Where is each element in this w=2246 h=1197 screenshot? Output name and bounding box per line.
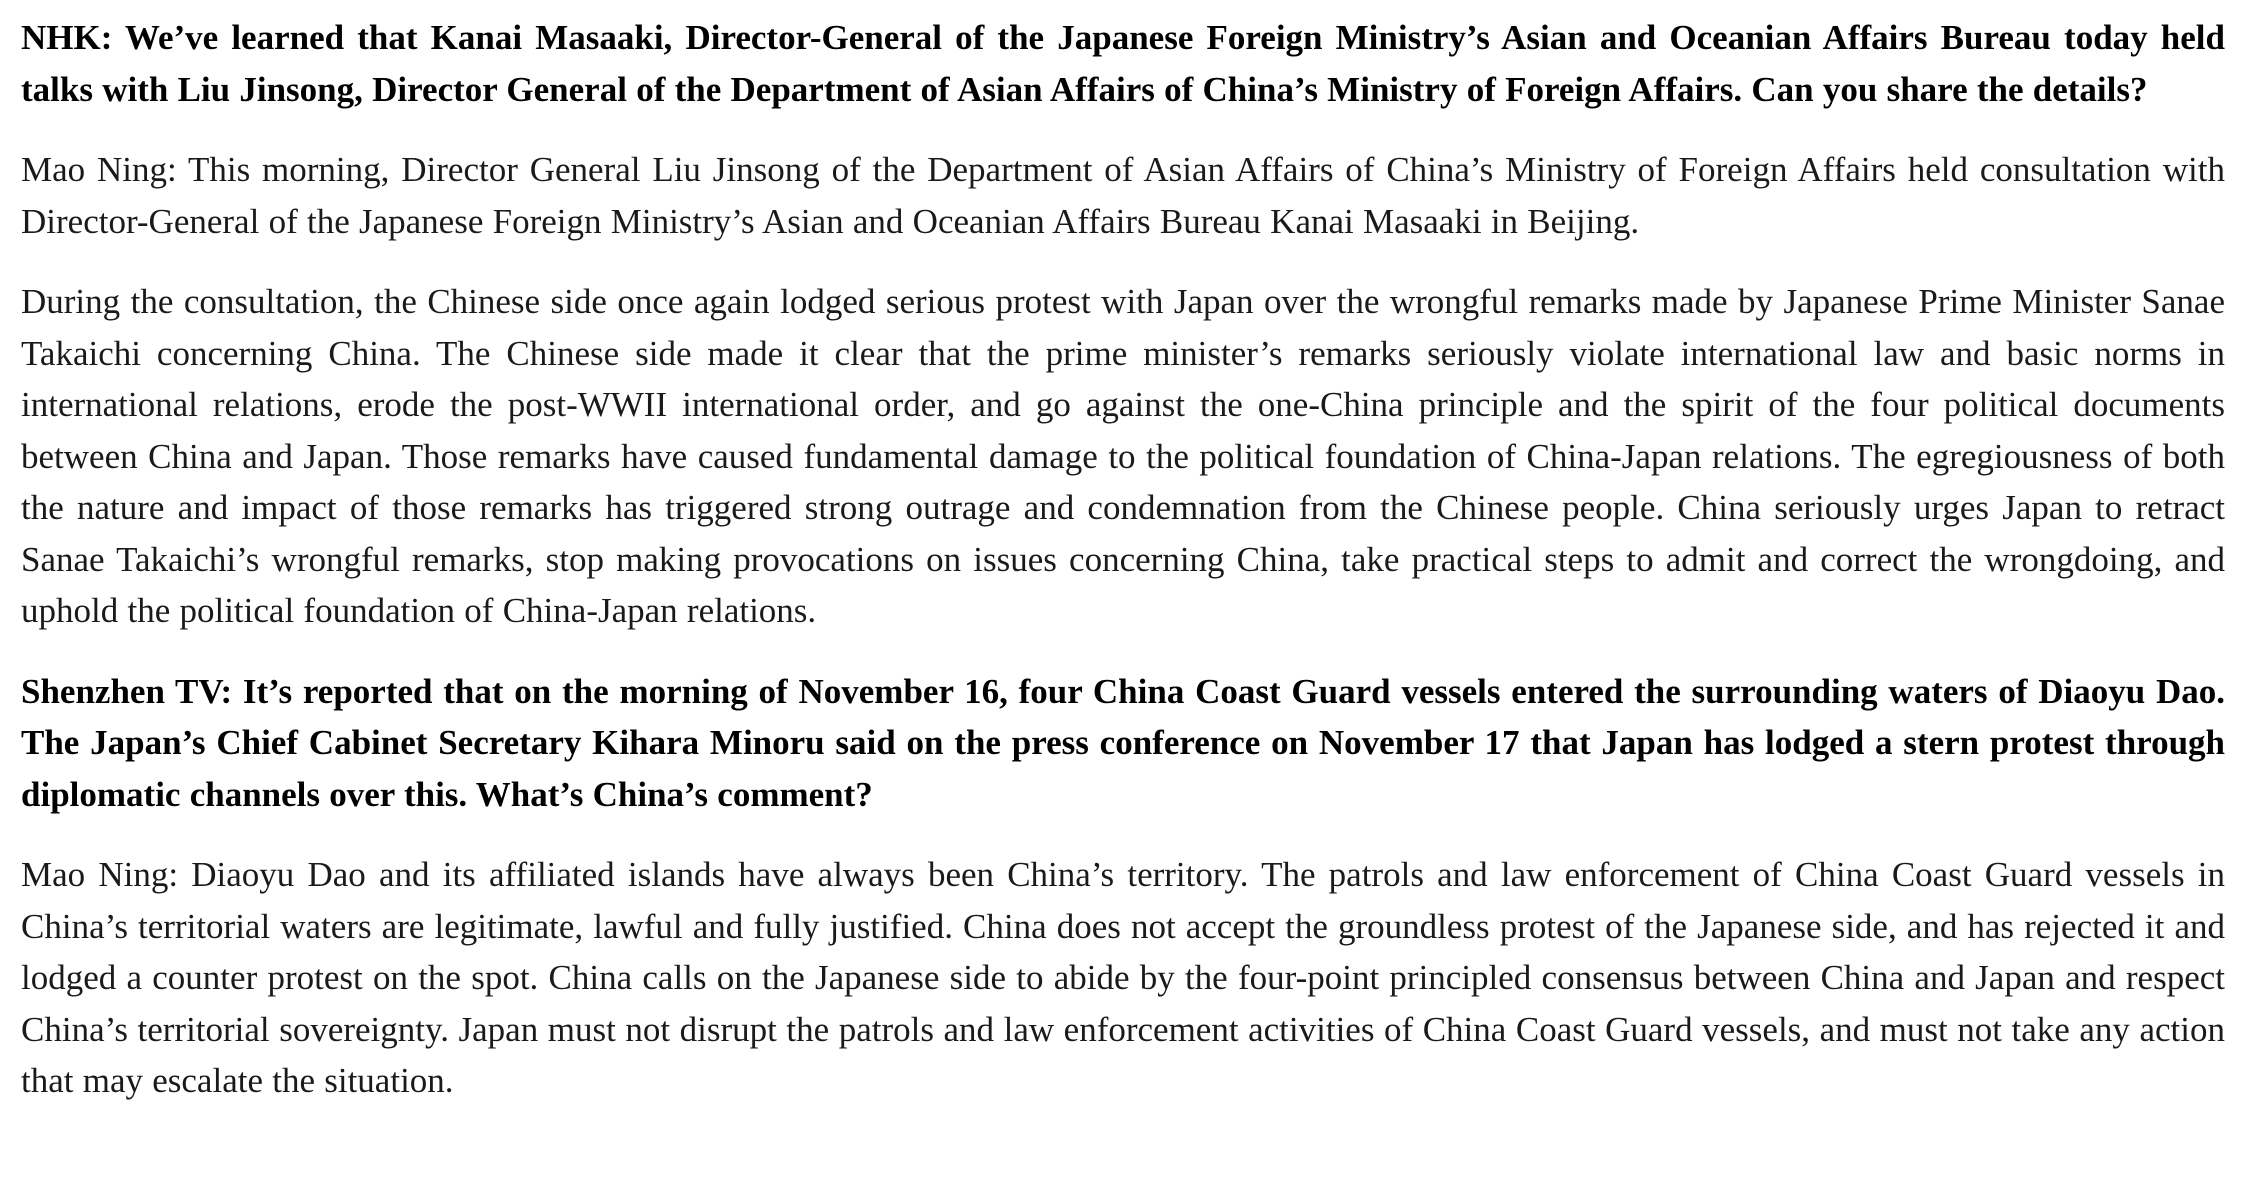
question-shenzhen-tv: Shenzhen TV: It’s reported that on the morning of November 16, four China Coast Guard vessels entered the surrounding waters of Diaoyu Dao. The Japan’s Chief Cabinet Secretary Kihara Minoru said on the press conference on November 17 that Japan has lodged a stern protest through diplomatic channels over this. What’s China’s comment? (21, 671, 2225, 814)
answer-consultation-intro: Mao Ning: This morning, Director General Liu Jinsong of the Department of Asian Affairs of China’s Ministry of Foreign Affairs held consultation with Director-General of the Japanese Foreign Ministry’s Asian and Oceanian Affairs Bureau Kanai Masaaki in Beijing. (21, 150, 2225, 241)
answer-consultation-details: During the consultation, the Chinese side once again lodged serious protest with Japan over the wrongful remarks made by Japanese Prime Minister Sanae Takaichi concerning China. The Chinese side made it clear that the prime minister’s remarks seriously violate international law and basic norms in international relations, erode the post-WWII international order, and go against the one-China principle and the spirit of the four political documents between China and Japan. Those remarks have caused fundamental damage to the political foundation of China-Japan relations. The egregiousness of both the nature and impact of those remarks has triggered strong outrage and condemnation from the Chinese people. China seriously urges Japan to retract Sanae Takaichi’s wrongful remarks, stop making provocations on issues concerning China, take practical steps to admit and correct the wrongdoing, and uphold the political foundation of China-Japan relations. (21, 282, 2225, 630)
question-nhk: NHK: We’ve learned that Kanai Masaaki, Director-General of the Japanese Foreign Ministry’s Asian and Oceanian Affairs Bureau today held talks with Liu Jinsong, Director General of the Department of Asian Affairs of China’s Ministry of Foreign Affairs. Can you share the details? (21, 18, 2225, 109)
answer-diaoyu-dao: Mao Ning: Diaoyu Dao and its affiliated islands have always been China’s territory. The patrols and law enforcement of China Coast Guard vessels in China’s territorial waters are legitimate, lawful and fully justified. China does not accept the groundless protest of the Japanese side, and has rejected it and lodged a counter protest on the spot. China calls on the Japanese side to abide by the four-point principled consensus between China and Japan and respect China’s territorial sovereignty. Japan must not disrupt the patrols and law enforcement activities of China Coast Guard vessels, and must not take any action that may escalate the situation. (21, 855, 2225, 1100)
